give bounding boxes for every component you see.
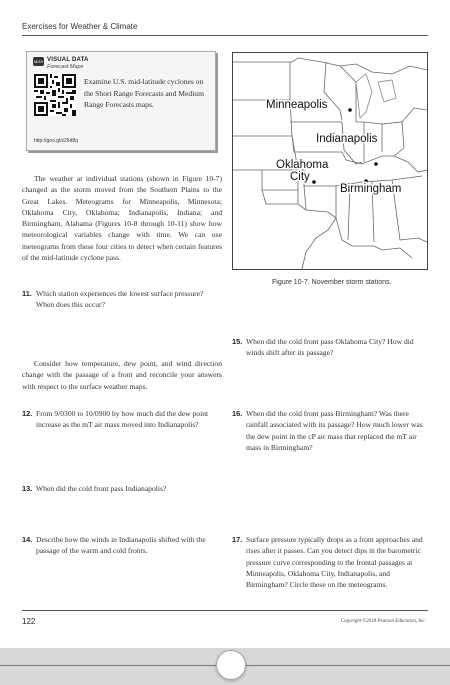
question-number: 12.: [22, 409, 33, 418]
intro-paragraph: The weather at individual stations (shown in Figure 10-7) changed as the storm moved from the Southern Plains to the Great Lakes. Meteograms for Minneapolis, Minnesota; Oklahoma City, Oklahoma; Indianapolis, Indiana; and Birmingham, Alabama (Figures 10-8 through 10-11) show how meteorological variables change with time. We can use meteograms from these four cities to detect when certain features of the mid-latitude cyclone pass.: [22, 174, 222, 263]
visual-data-icon: MGS: [33, 59, 44, 64]
qr-code-icon[interactable]: [34, 74, 76, 116]
question-number: 14.: [22, 535, 33, 544]
question-number: 15.: [232, 337, 243, 346]
question-15: [232, 336, 428, 359]
footer-rule: [22, 610, 428, 611]
copyright-notice: Copyright ©2018 Pearson Education, Inc.: [340, 619, 426, 624]
visual-data-url[interactable]: http://goo.gl/z26d8q: [34, 138, 78, 144]
minneapolis-marker: [348, 108, 352, 112]
question-text: When did the cold front pass Oklahoma City? How did winds shift after its passage?: [246, 337, 414, 358]
question-14: [22, 534, 222, 557]
visual-data-box: [26, 51, 216, 151]
city-label-minneapolis: Minneapolis: [266, 99, 328, 111]
consider-paragraph: Consider how temperature, dew point, and wind direction change with the passage of a front and reconcile your answers with respect to the surface weather maps.: [22, 359, 222, 391]
city-label-city: City: [290, 171, 310, 183]
page-number: 122: [22, 617, 36, 626]
visual-data-subtitle: Forecast Maps: [47, 64, 84, 70]
header-rule: [22, 35, 428, 36]
page-scrubber-handle[interactable]: [216, 650, 246, 680]
question-number: 13.: [22, 484, 33, 493]
question-text: Which station experiences the lowest surface pressure? When does this occur?: [36, 289, 204, 310]
storm-stations-map: [232, 52, 428, 270]
question-text: When did the cold front pass Birmingham? Was there rainfall associated with its passage? How much lower was the dew point in the cP air mass that replaced the mT air mass in Birmingham?: [246, 409, 423, 452]
question-16: [232, 408, 428, 453]
question-text: From 9/0300 to 10/0900 by how much did the dew point increase as the mT air mass moved into Indianapolis?: [36, 409, 209, 430]
indianapolis-marker: [374, 162, 378, 166]
visual-data-title: VISUAL DATA: [47, 57, 89, 63]
question-text: When did the cold front pass Indianapolis?: [36, 484, 167, 493]
figure-caption: Figure 10-7. November storm stations.: [272, 279, 392, 286]
question-text: Surface pressure typically drops as a front approaches and rises after it passes. Can you detect dips in the barometric pressure curve corresponding to the frontal passages at Minneapolis, Oklahoma City, Indianapolis, and Birmingham? Circle these on the meteograms.: [246, 535, 423, 590]
question-17: [232, 534, 428, 590]
question-number: 16.: [232, 409, 243, 418]
oklahoma-city-marker: [312, 180, 316, 184]
city-label-indianapolis: Indianapolis: [316, 133, 378, 145]
question-12: [22, 408, 222, 431]
city-label-birmingham: Birmingham: [340, 183, 402, 195]
question-number: 17.: [232, 535, 243, 544]
question-13: [22, 483, 222, 494]
running-header: Exercises for Weather & Climate: [22, 22, 138, 31]
visual-data-text: Examine U.S. mid-latitude cyclones on the Short Range Forecasts and Medium Range Forecasts maps.: [84, 77, 205, 109]
question-11: [22, 288, 222, 311]
question-number: 11.: [22, 289, 32, 298]
question-text: Describe how the winds in Indianapolis shifted with the passage of the warm and cold fronts.: [36, 535, 206, 556]
city-label-oklahoma: Oklahoma: [276, 159, 329, 171]
